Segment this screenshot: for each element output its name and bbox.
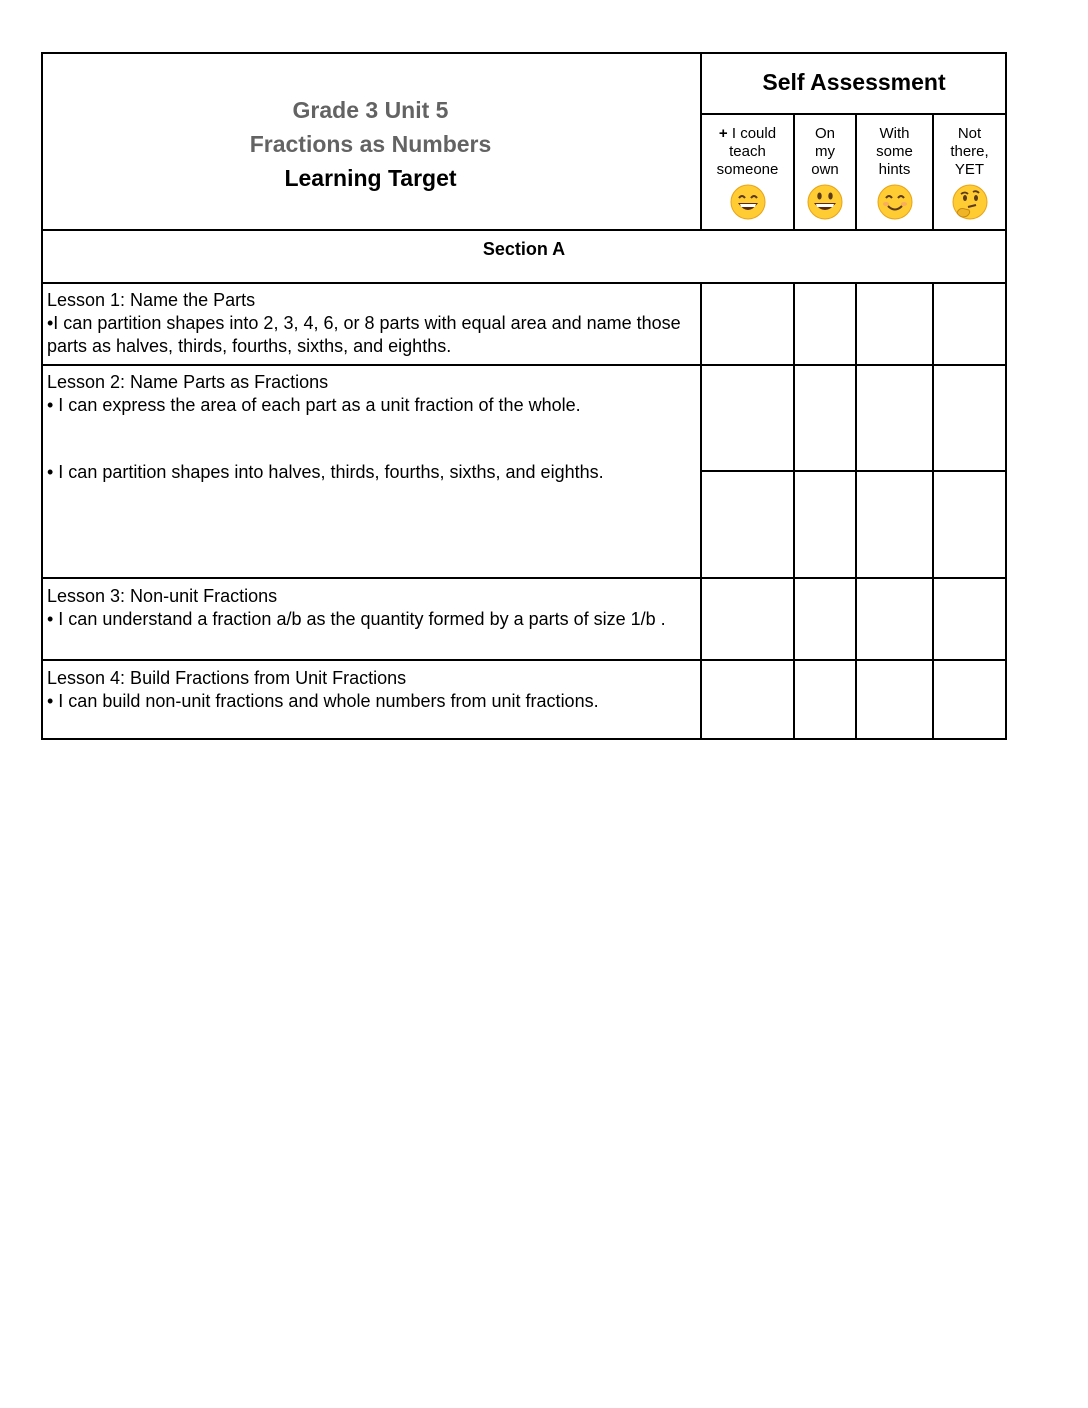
thinking-face-emoji-icon [951,183,989,221]
level-on-my-own [795,115,855,230]
assessment-cell[interactable] [795,366,855,470]
learning-target: • I can express the area of each part as a unit fraction of the whole. [47,395,581,415]
assessment-cell[interactable] [702,579,793,659]
lesson-title: Lesson 3: Non-unit Fractions [47,586,278,606]
assessment-cell[interactable] [934,472,1005,577]
level-with-some-hints [857,115,932,230]
level-label: Not there, YET [950,125,989,178]
grinning-smiling-eyes-emoji-icon [729,183,767,221]
assessment-cell[interactable] [934,579,1005,659]
assessment-cell[interactable] [795,472,855,577]
assessment-cell[interactable] [795,579,855,659]
level-label: On my own [811,125,839,178]
assessment-cell[interactable] [934,366,1005,470]
assessment-cell[interactable] [702,366,793,470]
assessment-cell[interactable] [857,284,932,364]
assessment-cell[interactable] [702,284,793,364]
assessment-cell[interactable] [857,366,932,470]
lesson-3 [47,585,697,631]
smiling-face-emoji-icon [876,183,914,221]
lesson-1 [47,289,697,358]
lesson-title: Lesson 2: Name Parts as Fractions [47,372,329,392]
lesson-title: Lesson 1: Name the Parts [47,290,256,310]
grinning-face-emoji-icon [806,183,844,221]
learning-target: •I can partition shapes into 2, 3, 4, 6, or 8 parts with equal area and name those parts as halves, thirds, fourths, sixths, and eighths. [47,313,681,356]
section-heading: Section A [482,239,566,259]
level-label: + I could teach someone [716,125,779,178]
level-label: With some hints [876,125,913,178]
assessment-cell[interactable] [857,661,932,738]
lesson-4 [47,667,697,713]
table-title [41,52,700,230]
unit-title: Grade 3 Unit 5 [292,97,449,123]
table-border-bottom [41,738,1007,740]
assessment-cell[interactable] [934,284,1005,364]
assessment-cell[interactable] [702,472,793,577]
assessment-cell[interactable] [795,661,855,738]
assessment-cell[interactable] [795,284,855,364]
learning-target: • I can understand a fraction a/b as the quantity formed by a parts of size 1/b . [47,609,666,629]
learning-target: • I can partition shapes into halves, thirds, fourths, sixths, and eighths. [47,462,604,482]
spacer [47,417,697,461]
unit-subtitle: Fractions as Numbers [249,131,492,157]
lesson-2 [47,371,697,484]
assessment-cell[interactable] [934,661,1005,738]
assessment-cell[interactable] [857,472,932,577]
assessment-cell[interactable] [857,579,932,659]
learning-target-heading: Learning Target [284,165,457,191]
self-assessment-heading: Self Assessment [762,69,946,95]
learning-target: • I can build non-unit fractions and whole numbers from unit fractions. [47,691,599,711]
lesson-title: Lesson 4: Build Fractions from Unit Fractions [47,668,407,688]
level-not-there-yet [934,115,1005,230]
table-border-right [1005,52,1007,740]
assessment-cell[interactable] [702,661,793,738]
level-could-teach [702,115,793,230]
learning-target-table [41,52,1007,740]
